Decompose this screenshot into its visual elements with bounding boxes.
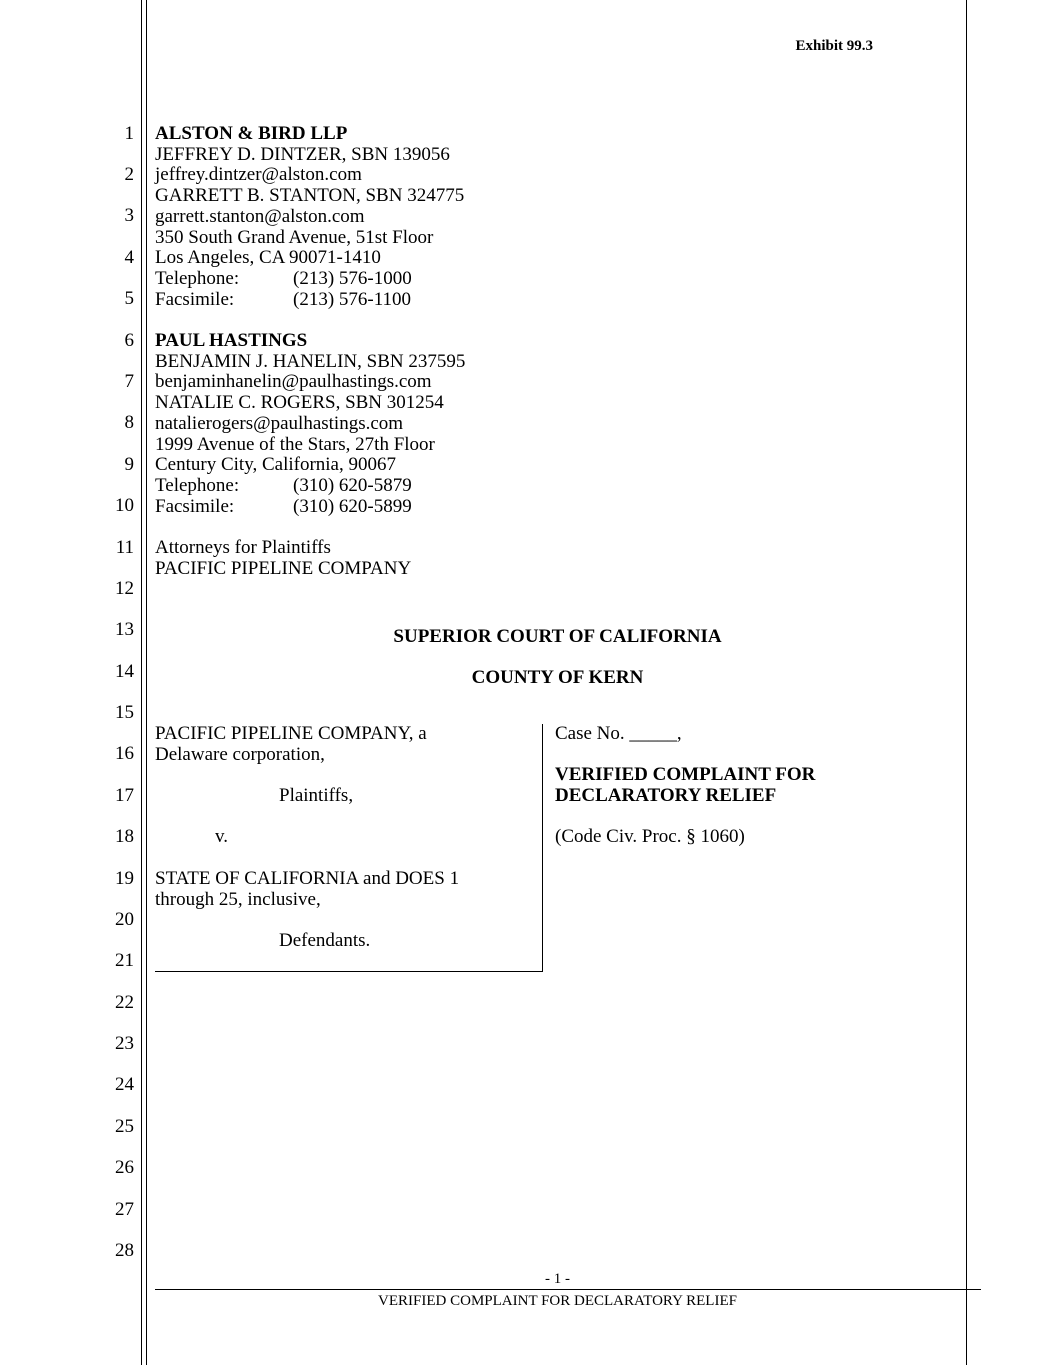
counsel-block-alston (155, 124, 464, 310)
line-number: 8 (124, 412, 134, 433)
attorney-name: JEFFREY D. DINTZER, SBN 139056 (155, 143, 450, 165)
line-number: 25 (115, 1116, 134, 1137)
facsimile-line (155, 497, 465, 518)
line-number: 14 (115, 661, 134, 682)
client-name: PACIFIC PIPELINE COMPANY (155, 557, 412, 579)
plaintiff-description: Delaware corporation, (155, 743, 325, 765)
code-citation: (Code Civ. Proc. § 1060) (555, 826, 745, 848)
defendants-label: Defendants. (279, 929, 371, 951)
caption-divider-vertical (542, 724, 543, 972)
facsimile-label: Facsimile: (155, 288, 235, 310)
attorney-name: NATALIE C. ROGERS, SBN 301254 (155, 392, 444, 414)
line-number: 19 (115, 868, 134, 889)
attorney-name: BENJAMIN J. HANELIN, SBN 237595 (155, 350, 466, 372)
telephone-label: Telephone: (155, 474, 240, 496)
plaintiffs-label: Plaintiffs, (279, 785, 354, 807)
line-number: 4 (124, 247, 134, 268)
versus: v. (215, 826, 229, 848)
line-number: 15 (115, 702, 134, 723)
line-number: 12 (115, 578, 134, 599)
defendant-name: STATE OF CALIFORNIA and DOES 1 (155, 867, 460, 889)
line-number: 10 (115, 495, 134, 516)
attorney-email: benjaminhanelin@paulhastings.com (155, 371, 432, 393)
line-number: 24 (115, 1074, 134, 1095)
caption-divider-horizontal (155, 971, 543, 972)
line-number: 6 (124, 330, 134, 351)
case-number: Case No. _____, (555, 723, 682, 744)
caption-parties (155, 724, 535, 952)
address-line: Los Angeles, CA 90071-1410 (155, 247, 381, 269)
firm-name: ALSTON & BIRD LLP (155, 123, 348, 144)
line-number: 9 (124, 454, 134, 475)
line-number: 28 (115, 1240, 134, 1261)
attorneys-for-block (155, 538, 411, 579)
firm-name: PAUL HASTINGS (155, 330, 308, 351)
line-number: 18 (115, 826, 134, 847)
facsimile-number: (310) 620-5899 (293, 495, 412, 517)
attorneys-for-label: Attorneys for Plaintiffs (155, 537, 331, 558)
facsimile-label: Facsimile: (155, 495, 235, 517)
line-number: 3 (124, 205, 134, 226)
facsimile-number: (213) 576-1100 (293, 288, 412, 310)
counsel-block-paul-hastings (155, 331, 465, 517)
line-number: 2 (124, 164, 134, 185)
document-title-line2: DECLARATORY RELIEF (555, 785, 777, 807)
facsimile-line (155, 290, 464, 311)
line-number: 27 (115, 1199, 134, 1220)
line-number: 1 (124, 123, 134, 144)
line-number: 26 (115, 1157, 134, 1178)
telephone-number: (213) 576-1000 (293, 267, 412, 289)
right-margin-rule (966, 0, 967, 1365)
telephone-number: (310) 620-5879 (293, 474, 412, 496)
attorney-email: natalierogers@paulhastings.com (155, 412, 404, 434)
line-number: 21 (115, 950, 134, 971)
attorney-name: GARRETT B. STANTON, SBN 324775 (155, 185, 465, 207)
line-number: 11 (115, 537, 134, 558)
document-title: VERIFIED COMPLAINT FOR (555, 764, 816, 786)
line-number: 23 (115, 1033, 134, 1054)
line-number: 20 (115, 909, 134, 930)
defendant-description: through 25, inclusive, (155, 888, 321, 910)
left-margin-rule-inner (146, 0, 147, 1365)
court-county: COUNTY OF KERN (471, 667, 644, 688)
exhibit-label: Exhibit 99.3 (795, 38, 873, 54)
address-line: 1999 Avenue of the Stars, 27th Floor (155, 433, 435, 455)
line-number: 22 (115, 992, 134, 1013)
court-name: SUPERIOR COURT OF CALIFORNIA (393, 626, 722, 647)
line-number: 17 (115, 785, 134, 806)
telephone-line (155, 476, 465, 497)
telephone-line (155, 269, 464, 290)
footer-rule (155, 1289, 981, 1290)
line-number: 5 (124, 288, 134, 309)
left-margin-rule (141, 0, 142, 1365)
attorney-email: jeffrey.dintzer@alston.com (155, 164, 362, 186)
address-line: 350 South Grand Avenue, 51st Floor (155, 226, 434, 248)
line-number: 13 (115, 619, 134, 640)
line-number: 16 (115, 743, 134, 764)
page-number: - 1 - (545, 1271, 570, 1287)
telephone-label: Telephone: (155, 267, 240, 289)
plaintiff-name: PACIFIC PIPELINE COMPANY, a (155, 723, 427, 744)
line-number: 7 (124, 371, 134, 392)
attorney-email: garrett.stanton@alston.com (155, 205, 365, 227)
caption-case-info (555, 724, 955, 848)
address-line: Century City, California, 90067 (155, 454, 396, 476)
footer-title: VERIFIED COMPLAINT FOR DECLARATORY RELIEF (378, 1293, 737, 1309)
